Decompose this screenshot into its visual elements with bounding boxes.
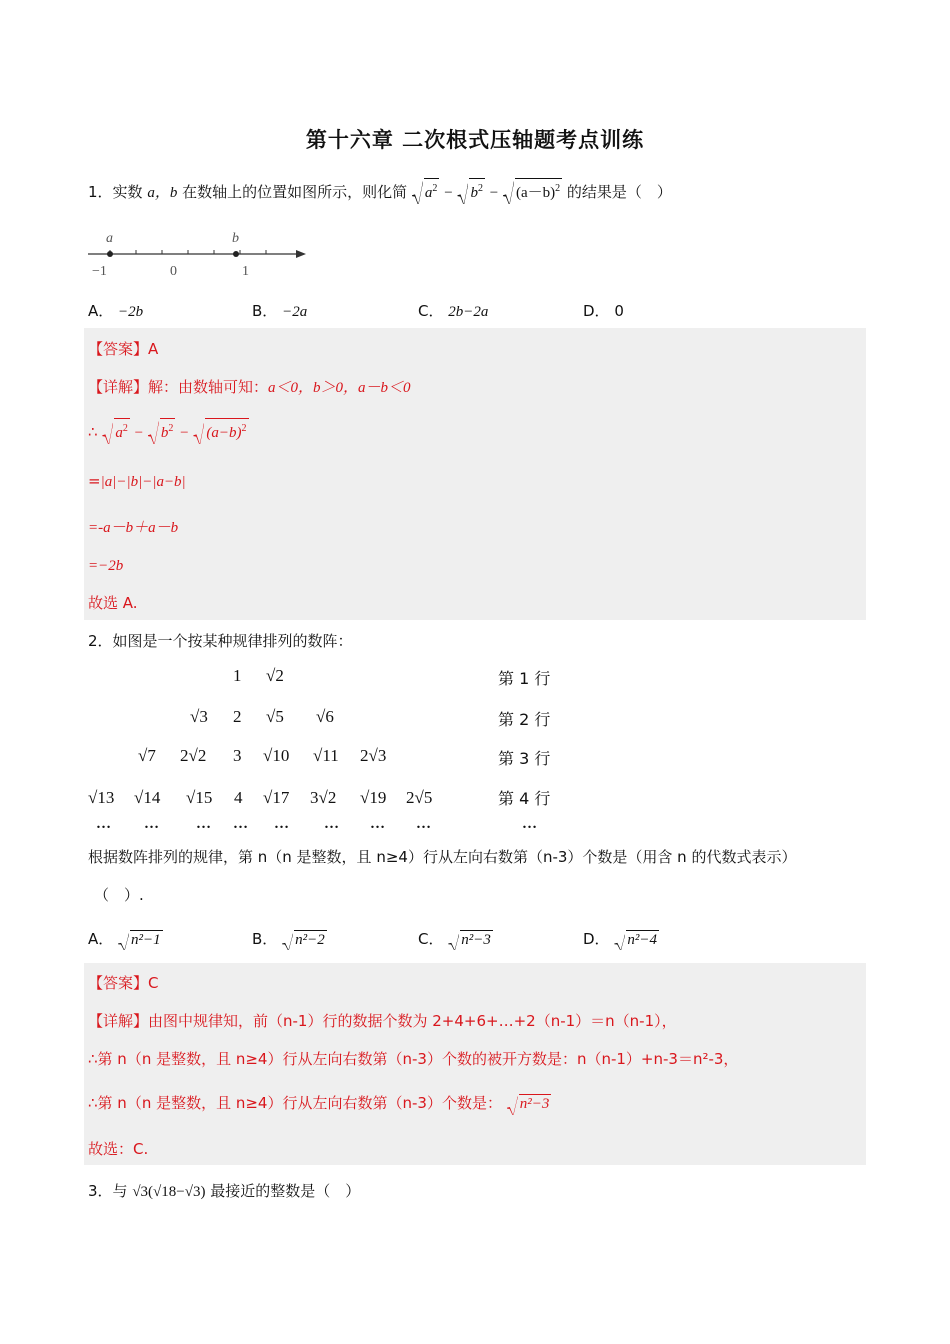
q2-stem: 2．如图是一个按某种规律排列的数阵： — [88, 632, 353, 650]
ellipsis: … — [274, 816, 289, 832]
q3-stem: 3．与 √3(√18−√3) 最接近的整数是（ ） — [88, 1182, 361, 1200]
q2-option-d[interactable]: D． n²−4 — [583, 930, 657, 948]
array-cell: √6 — [316, 707, 334, 726]
q2-detail1: 【详解】由图中规律知，前（n-1）行的数据个数为 2+4+6+…+2（n-1）＝n（n-1）， — [88, 1012, 677, 1030]
q1-radical-b: $b^2$ — [457, 178, 485, 204]
label-a: a — [106, 231, 113, 246]
number-line — [84, 226, 314, 282]
row-label: 第 3 行 — [498, 749, 551, 768]
q1-option-c[interactable]: C． 2b−2a — [418, 302, 489, 320]
q2-conclusion: 故选：C. — [88, 1140, 149, 1158]
array-cell: √10 — [263, 746, 290, 765]
array-cell: 2√3 — [360, 746, 387, 765]
q2-option-a[interactable]: A． n²−1 — [88, 930, 161, 948]
ellipsis: … — [96, 816, 111, 832]
q2-answer: 【答案】C — [88, 974, 159, 992]
array-cell: √11 — [313, 746, 339, 765]
label-b: b — [232, 231, 239, 246]
ellipsis: … — [196, 816, 211, 832]
q1-option-a[interactable]: A． −2b — [88, 302, 144, 320]
q1-step2: =|a|−|b|−|a−b| — [88, 472, 186, 490]
array-cell: √14 — [134, 788, 161, 807]
q2-question-line1: 根据数阵排列的规律，第 n（n 是整数，且 n≥4）行从左向右数第（n-3）个数是（用含 n 的代数式表示） — [88, 848, 797, 866]
q2-option-c[interactable]: C． n²−3 — [418, 930, 491, 948]
array-cell: √19 — [360, 788, 387, 807]
array-cell: √7 — [138, 746, 156, 765]
q1-step3: =-a－b＋a－b — [88, 520, 179, 536]
array-cell: 3 — [233, 746, 242, 765]
array-cell: √5 — [266, 707, 284, 726]
point-b — [233, 251, 239, 257]
ellipsis: … — [370, 816, 385, 832]
q2-detail2: ∴第 n（n 是整数，且 n≥4）行从左向右数第（n-3）个数的被开方数是：n（n-1）+n-3＝n²-3， — [88, 1050, 739, 1068]
row-label: 第 1 行 — [498, 669, 551, 688]
q1-answer-box — [84, 328, 866, 620]
array-cell: √17 — [263, 788, 290, 807]
row-label: 第 4 行 — [498, 789, 551, 808]
ellipsis: … — [522, 816, 537, 832]
array-cell: 2 — [233, 707, 242, 726]
tick-label-0: 0 — [170, 264, 177, 279]
array-cell: 2√5 — [406, 788, 433, 807]
array-cell: √13 — [88, 788, 115, 807]
tick-label-1: 1 — [242, 264, 249, 279]
array-cell: 1 — [233, 666, 242, 685]
q1-step1: ∴ $a^2 - b^2 - (a-b)^2$ — [88, 418, 249, 444]
q3-expression: √3(√18−√3) — [132, 1184, 206, 1200]
q1-detail: 【详解】解：由数轴可知：a＜0，b＞0，a－b＜0 — [88, 378, 411, 396]
array-cell: √15 — [186, 788, 213, 807]
row-label: 第 2 行 — [498, 710, 551, 729]
ellipsis: … — [144, 816, 159, 832]
q1-answer: 【答案】A — [88, 340, 159, 358]
ellipsis: … — [233, 816, 248, 832]
array-cell: 4 — [234, 788, 243, 807]
array-cell: 2√2 — [180, 746, 207, 765]
point-a — [107, 251, 113, 257]
tick-label-m1: −1 — [92, 264, 107, 279]
q2-question-line2: （ ）. — [94, 886, 144, 904]
q2-detail3: ∴第 n（n 是整数，且 n≥4）行从左向右数第（n-3）个数是： n²−3 — [88, 1092, 551, 1115]
ellipsis: … — [324, 816, 339, 832]
q1-radical-a: $a^2$ — [412, 178, 440, 204]
page-title: 第十六章 二次根式压轴题考点训练 — [305, 128, 645, 152]
q1-option-b[interactable]: B． −2a — [252, 302, 308, 320]
ellipsis: … — [416, 816, 431, 832]
q1-radical-ab: $(a-b)^2$ — [503, 178, 562, 204]
array-cell: 3√2 — [310, 788, 337, 807]
q1-stem: 1．实数 a，b 在数轴上的位置如图所示，则化简 $a^2 - b^2 - (a-b)^2$ 的结果是（ ） — [88, 178, 672, 204]
array-cell: √3 — [190, 707, 208, 726]
q1-option-d[interactable]: D． 0 — [583, 302, 624, 320]
array-cell: √2 — [266, 666, 284, 685]
q1-conclusion: 故选 A. — [88, 594, 138, 612]
q1-step4: =−2b — [88, 558, 124, 574]
q2-option-b[interactable]: B． n²−2 — [252, 930, 325, 948]
